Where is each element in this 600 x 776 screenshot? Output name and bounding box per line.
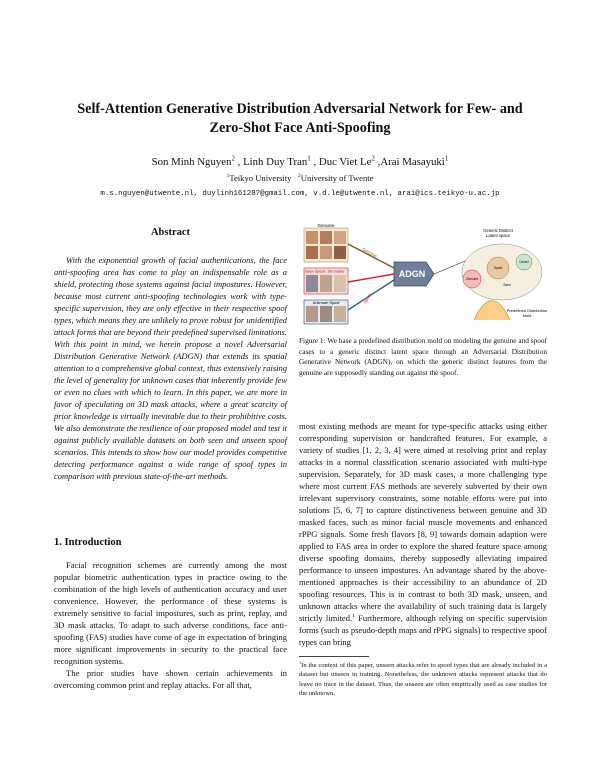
latent-sub-4: Seen: [503, 283, 511, 287]
abstract-text: With the exponential growth of facial authentications, the face anti-spoofing area has come to play an indispensable role as a shield, protecting those systems against facial impostures. However, because most current anti-spoofing technologies work with type-specific supervision, they are only effective in their respective spoof types, which means they are unlikely to prove robust for unidentified attack forms that are beyond their predefined supervised limitations. With this point in mind, we herein propose a novel Adversarial Distribution Generative Network (ADGN) that extends its spatial attention to a comprehensive global context, thus extensively raising the level of generality for unknown cases that inherently provide few or even no clues with which to learn. In this paper, we are more in favor of speculating on 3D mask attacks, where a great scarcity of prior knowledge is virtually inevitable due to their prohibitive costs. We also demonstrate the resilience of our proposed model and test it against publicly available datasets on both seen and unseen spoof scenarios. This intends to show how our model provides competitive detecting performance against a wide range of spoof types in comparison with previous state-of-the-art methods.: [54, 255, 287, 482]
author-4-affil: 1: [444, 154, 449, 163]
latent-sub-3: Center: [519, 260, 529, 264]
genuine-arrow: [348, 244, 394, 268]
adgn-label: ADGN: [398, 269, 426, 279]
footnote-text: In the context of this paper, unseen attacks refer to spoof types that are already included in a dataset but unseen in training. Nonetheless, the unknown attacks represent attacks that do leave no trace in the dataset. Thus, the unseen are often empirically used as case studies for the unknown.: [299, 662, 547, 698]
author-1-affil: 2: [231, 154, 235, 163]
author-2-affil: 1: [307, 154, 311, 163]
mold-label-2: Mold: [522, 313, 532, 318]
mold-label-1: Predefined Distribution: [506, 308, 547, 313]
affil-2: University of Twente: [300, 173, 374, 183]
intro-heading: 1. Introduction: [54, 537, 122, 548]
footnote-ref: 1: [352, 613, 355, 620]
unknown-spoof-label: Unknown Spoof: [312, 301, 340, 305]
latent-sub-2: Spoof: [493, 266, 503, 270]
author-3-affil: 2: [371, 154, 375, 163]
intro-body: [54, 559, 287, 691]
figure-1-caption: Figure 1: We base a predefined distribution mold on modeling the genuine and spoof cases to a generic distinct latent space through an Adversarial Distribution Generative Network (ADGN), on which the generic distinct features from the genuine are supposedly standing out against the spoof.: [299, 336, 547, 377]
author-4: Arai Masayuki: [380, 156, 445, 168]
seen-spoof-label: Seen Spoof: [305, 269, 325, 274]
affil-1-mark: 1: [226, 173, 230, 180]
footnote-mark: 1: [299, 659, 302, 665]
author-1: Son Minh Nguyen: [151, 156, 232, 168]
title-line-1: Self-Attention Generative Distribution Adversarial Network for Few- and: [77, 101, 523, 117]
unknown-spoof-faces: [306, 306, 346, 322]
author-list: Son Minh Nguyen$^2$ , Linh Duy Tran$^1$ , Duc Viet Le$^2$ ,Arai Masayuki$^1$: [151, 154, 449, 168]
latent-sub-1: Genuine: [465, 277, 479, 281]
abstract-heading: Abstract: [150, 227, 191, 238]
distribution-mold-curve: [474, 301, 510, 321]
footnote-rule: [299, 656, 369, 657]
intro-paragraph-2: The prior studies have shown certain achievements in overcoming common print and replay attacks. For all that,: [54, 668, 287, 691]
footnote: [299, 661, 547, 699]
author-3: Duc Viet Le: [318, 156, 372, 168]
affiliations: [40, 173, 560, 184]
right-body: most existing methods are meant for type-specific attacks using either corresponding supervision or handcrafted features. For example, a variety of studies [1, 2, 3, 4] were aimed at resolving print and replay attacks in a normal classification scenario associated with multi-type supervision. Separately, for 3D mask cases, a more challenging type where most current FAS methods are severely subverted by their own irrelevant supervisory constraints, some notable efforts were put into solutions [5, 6, 7] to capture distinctiveness between genuine and 3D masked faces, such as minor facial muscle movements and enhanced rPPG signals. Some fresh flavors [8, 9] towards domain adaption were applied to FAS area in order to explore the shared feature space among diverse spoofing domains, thereby supposedly alleviating impaired performance to unseen impostures. An advantage shared by the above-mentioned approaches is their accessibility to an abundance of 2D spoofing resources. This is in contrast to both 3D mask, unseen, and unknown attacks where the availability of such training data is largely strictly limited.: [299, 421, 547, 624]
figure-1: [302, 224, 547, 326]
mask-3d-label: 3D masks: [327, 269, 345, 274]
author-emails: m.s.nguyen@utwente.nl, duylinh16128?@gmail.com, v.d.le@utwente.nl, arai@ics.teikyo-u.ac.jp: [100, 190, 500, 198]
affil-2-mark: 2: [297, 173, 301, 180]
latent-title: Generic Distinct: [483, 228, 513, 233]
intro-paragraph-1: Facial recognition schemes are currently among the most popular biometric authentication types in practice owing to the combination of the high levels of authentication accuracy and user convenience. However, the performance of these systems is extremely sensitive to facial impostures, such as print, replay, and 3D mask attacks. To adapt to such adverse conditions, face anti-spoofing (FAS) studies have come of age in expectation of bringing more significant improvements in security to the practical face recognition systems.: [54, 560, 287, 667]
right-column-text: [299, 420, 547, 648]
arrow-genuine-text: Genuine: [361, 246, 378, 259]
author-2: Linh Duy Tran: [243, 156, 308, 168]
seen-spoof-faces: [306, 275, 346, 292]
genuine-label: Genuine: [317, 224, 335, 228]
paper-title: [40, 100, 560, 138]
latent-title-2: Latent space: [486, 233, 510, 238]
affil-1: Teikyo University: [229, 173, 292, 183]
title-line-2: Zero-Shot Face Anti-Spoofing: [209, 120, 391, 136]
seen-arrow: [348, 274, 394, 282]
right-body-tail: Furthermore, although relying on specific supervision forms (such as pseudo-depth maps and rPPG signals) to respective spoof types can bring: [299, 613, 547, 648]
arrow-spoof-text: Spoof: [362, 292, 373, 305]
